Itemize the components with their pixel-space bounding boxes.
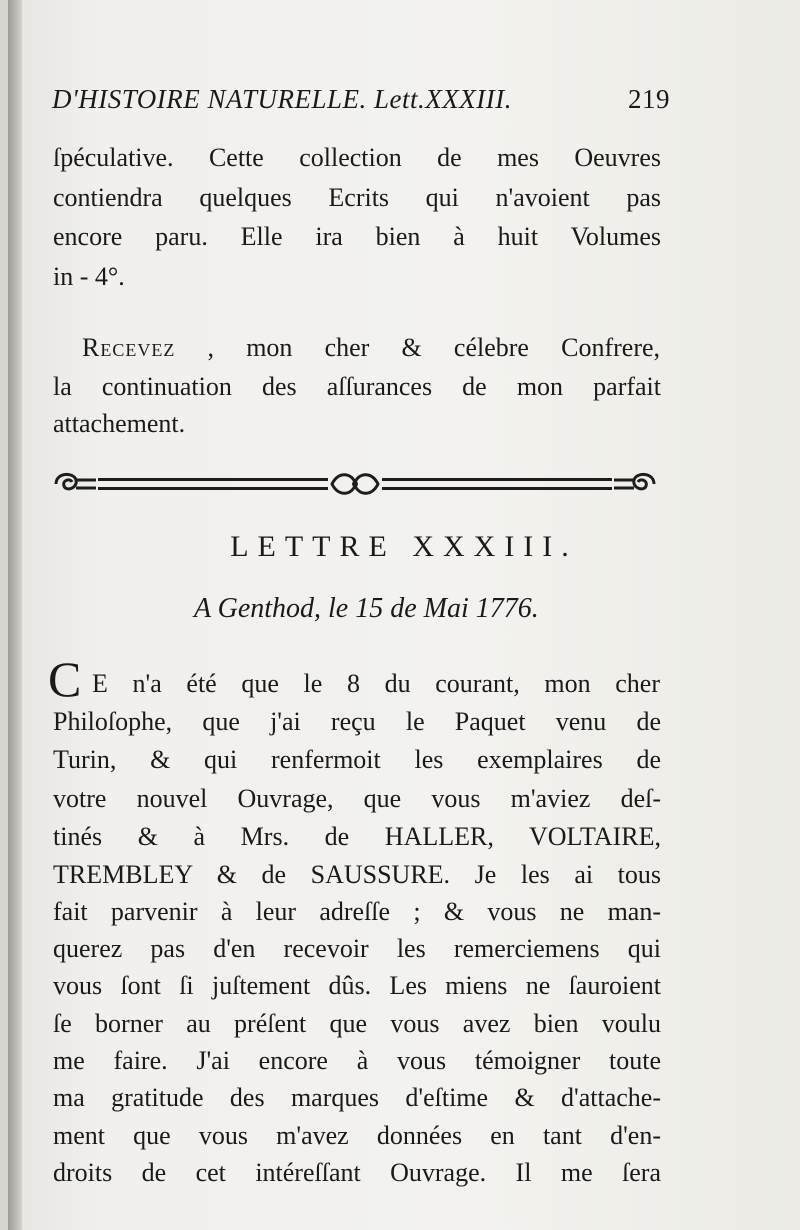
text-line: ma gratitude des marques d'eſtime & d'attache- xyxy=(53,1083,661,1112)
letter-heading: LETTRE XXXIII. xyxy=(230,530,578,563)
book-page xyxy=(8,0,800,1230)
text-line: E n'a été que le 8 du courant, mon cher xyxy=(92,669,660,698)
drop-cap: C xyxy=(48,651,82,707)
text-line: contiendra quelques Ecrits qui n'avoient pas xyxy=(53,183,661,212)
text-line: encore paru. Elle ira bien à huit Volumes xyxy=(53,222,661,251)
text-line: in - 4°. xyxy=(53,262,125,291)
text-line: votre nouvel Ouvrage, que vous m'aviez deſ- xyxy=(53,784,661,813)
running-header xyxy=(52,84,672,115)
text-line: la continuation des aſſurances de mon parfait xyxy=(53,372,661,401)
text-line: me faire. J'ai encore à vous témoigner toute xyxy=(53,1046,661,1075)
text-line: vous ſont ſi juſtement dûs. Les miens ne ſauroient xyxy=(53,971,661,1000)
spine-shadow xyxy=(8,0,22,1230)
text-line: Turin, & qui renfermoit les exemplaires de xyxy=(53,745,661,774)
text-line: querez pas d'en recevoir les remerciemens qui xyxy=(53,934,661,963)
text-line: ſe borner au préſent que vous avez bien voulu xyxy=(53,1009,661,1038)
text-line: TREMBLEY & de SAUSSURE. Je les ai tous xyxy=(53,860,661,889)
letter-dateline: A Genthod, le 15 de Mai 1776. xyxy=(194,593,539,624)
page-number: 219 xyxy=(628,84,670,114)
text-line xyxy=(82,333,660,363)
text-line: ſpéculative. Cette collection de mes Oeuvres xyxy=(53,143,661,172)
text-line: fait parvenir à leur adreſſe ; & vous ne man- xyxy=(53,897,661,926)
ornamental-divider xyxy=(52,466,658,502)
recevez-word: Recevez xyxy=(82,333,176,362)
text-fragment: , mon cher & célebre Confrere, xyxy=(207,333,661,362)
text-line: attachement. xyxy=(53,409,186,438)
text-line: droits de cet intéreſſant Ouvrage. Il me ſera xyxy=(53,1158,661,1187)
text-line: Philoſophe, que j'ai reçu le Paquet venu de xyxy=(53,707,661,736)
text-line: ment que vous m'avez données en tant d'en- xyxy=(53,1121,661,1150)
text-line: tinés & à Mrs. de HALLER, VOLTAIRE, xyxy=(53,822,661,851)
running-title: D'HISTOIRE NATURELLE. Lett.XXXIII. xyxy=(52,84,512,114)
